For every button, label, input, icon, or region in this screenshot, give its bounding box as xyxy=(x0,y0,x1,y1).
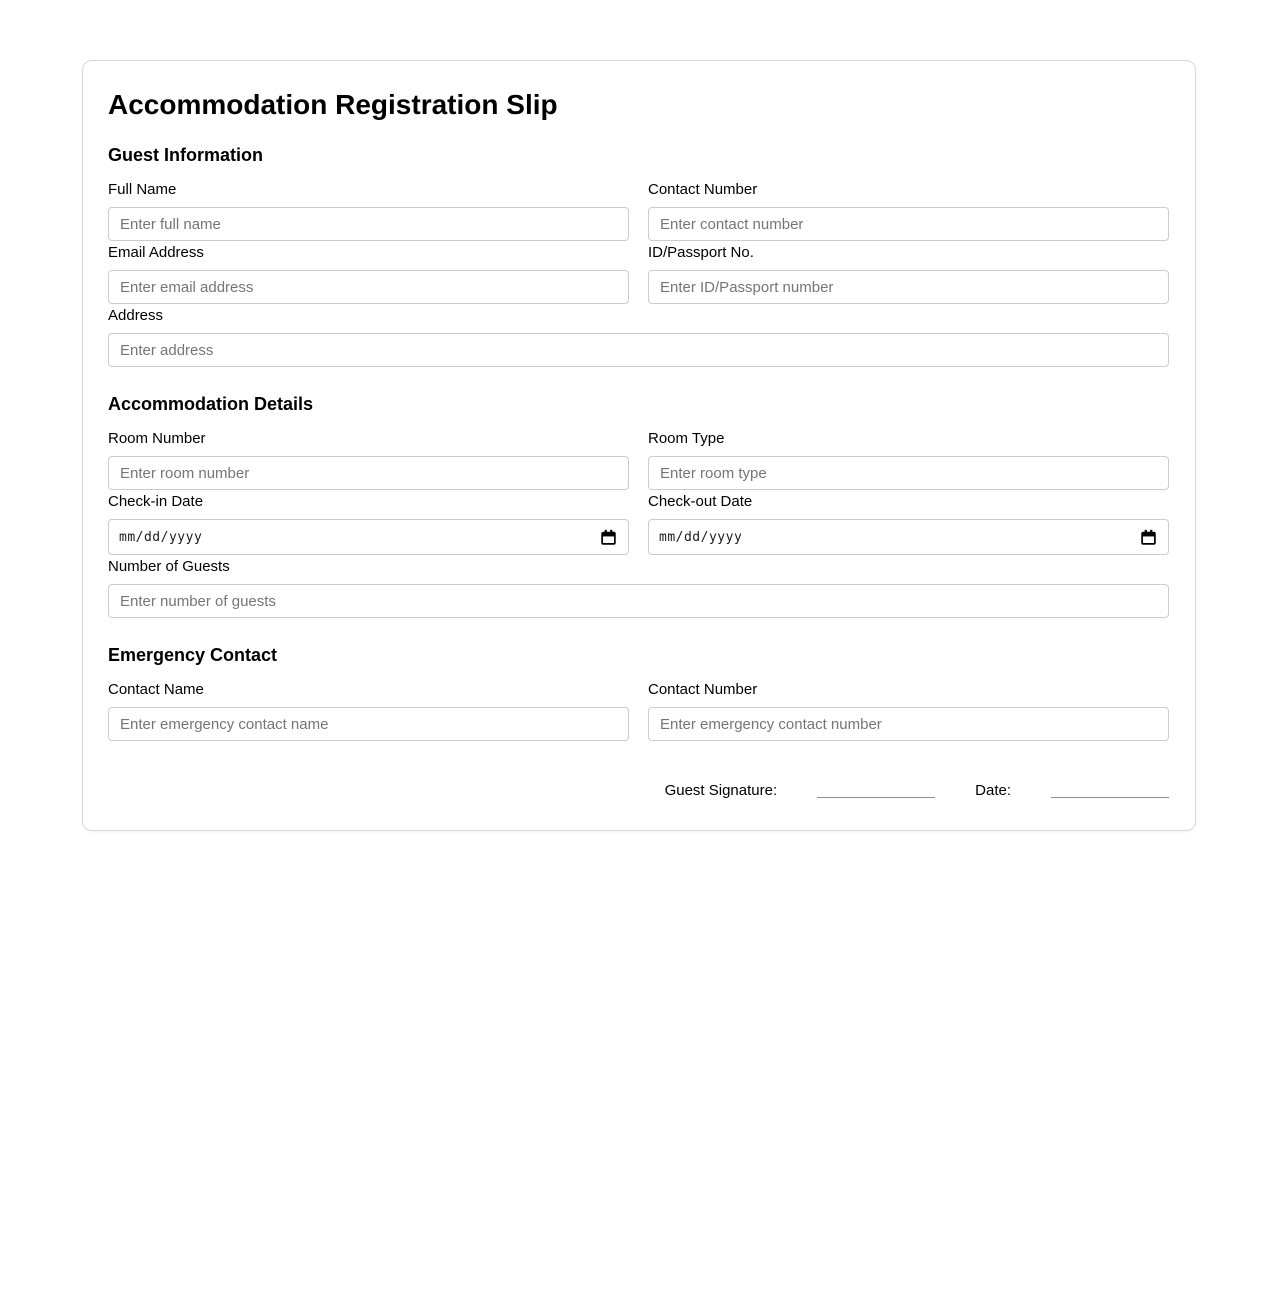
emergency-contact-name-input[interactable] xyxy=(108,707,629,741)
full-name-input[interactable] xyxy=(108,207,629,241)
contact-number-label: Contact Number xyxy=(648,181,758,199)
field-check-out-date xyxy=(648,493,1169,558)
field-full-name xyxy=(108,181,629,244)
guest-information-heading: Guest Information xyxy=(108,145,264,166)
emergency-contact-heading: Emergency Contact xyxy=(108,645,278,666)
signature-row xyxy=(108,782,1169,800)
date-label: Date: xyxy=(975,782,1011,800)
emergency-contact-number-label: Contact Number xyxy=(648,681,758,699)
emergency-fields-grid xyxy=(108,681,1169,744)
id-passport-input[interactable] xyxy=(648,270,1169,304)
check-out-date-input[interactable] xyxy=(648,519,1169,555)
field-check-in-date xyxy=(108,493,629,558)
guest-signature-line xyxy=(817,782,935,798)
address-input[interactable] xyxy=(108,333,1169,367)
contact-number-input[interactable] xyxy=(648,207,1169,241)
field-number-of-guests xyxy=(108,558,1169,621)
check-in-date-value: mm/dd/yyyy xyxy=(119,529,203,545)
field-address xyxy=(108,307,1169,370)
field-emergency-contact-number xyxy=(648,681,1169,744)
calendar-icon[interactable] xyxy=(600,529,617,546)
form-title: Accommodation Registration Slip xyxy=(108,89,558,120)
date-line xyxy=(1051,782,1169,798)
check-in-date-input[interactable] xyxy=(108,519,629,555)
accommodation-fields-grid xyxy=(108,430,1169,621)
number-of-guests-label: Number of Guests xyxy=(108,558,230,576)
emergency-contact-name-label: Contact Name xyxy=(108,681,204,699)
guest-signature-label: Guest Signature: xyxy=(664,782,778,800)
calendar-icon[interactable] xyxy=(1140,529,1157,546)
guest-fields-grid xyxy=(108,181,1169,370)
section-emergency-contact xyxy=(108,645,1169,744)
room-type-label: Room Type xyxy=(648,430,725,448)
room-number-input[interactable] xyxy=(108,456,629,490)
email-address-label: Email Address xyxy=(108,244,204,262)
check-out-date-value: mm/dd/yyyy xyxy=(659,529,743,545)
field-emergency-contact-name xyxy=(108,681,629,744)
room-number-label: Room Number xyxy=(108,430,206,448)
number-of-guests-input[interactable] xyxy=(108,584,1169,618)
accommodation-details-heading: Accommodation Details xyxy=(108,394,314,415)
field-id-passport xyxy=(648,244,1169,307)
field-room-number xyxy=(108,430,629,493)
field-contact-number xyxy=(648,181,1169,244)
field-room-type xyxy=(648,430,1169,493)
email-address-input[interactable] xyxy=(108,270,629,304)
section-guest-information xyxy=(108,145,1169,370)
emergency-contact-number-input[interactable] xyxy=(648,707,1169,741)
address-label: Address xyxy=(108,307,164,325)
check-in-date-label: Check-in Date xyxy=(108,493,204,511)
registration-form-card xyxy=(82,60,1196,831)
id-passport-label: ID/Passport No. xyxy=(648,244,754,262)
check-out-date-label: Check-out Date xyxy=(648,493,753,511)
section-accommodation-details xyxy=(108,394,1169,621)
room-type-input[interactable] xyxy=(648,456,1169,490)
field-email-address xyxy=(108,244,629,307)
full-name-label: Full Name xyxy=(108,181,177,199)
